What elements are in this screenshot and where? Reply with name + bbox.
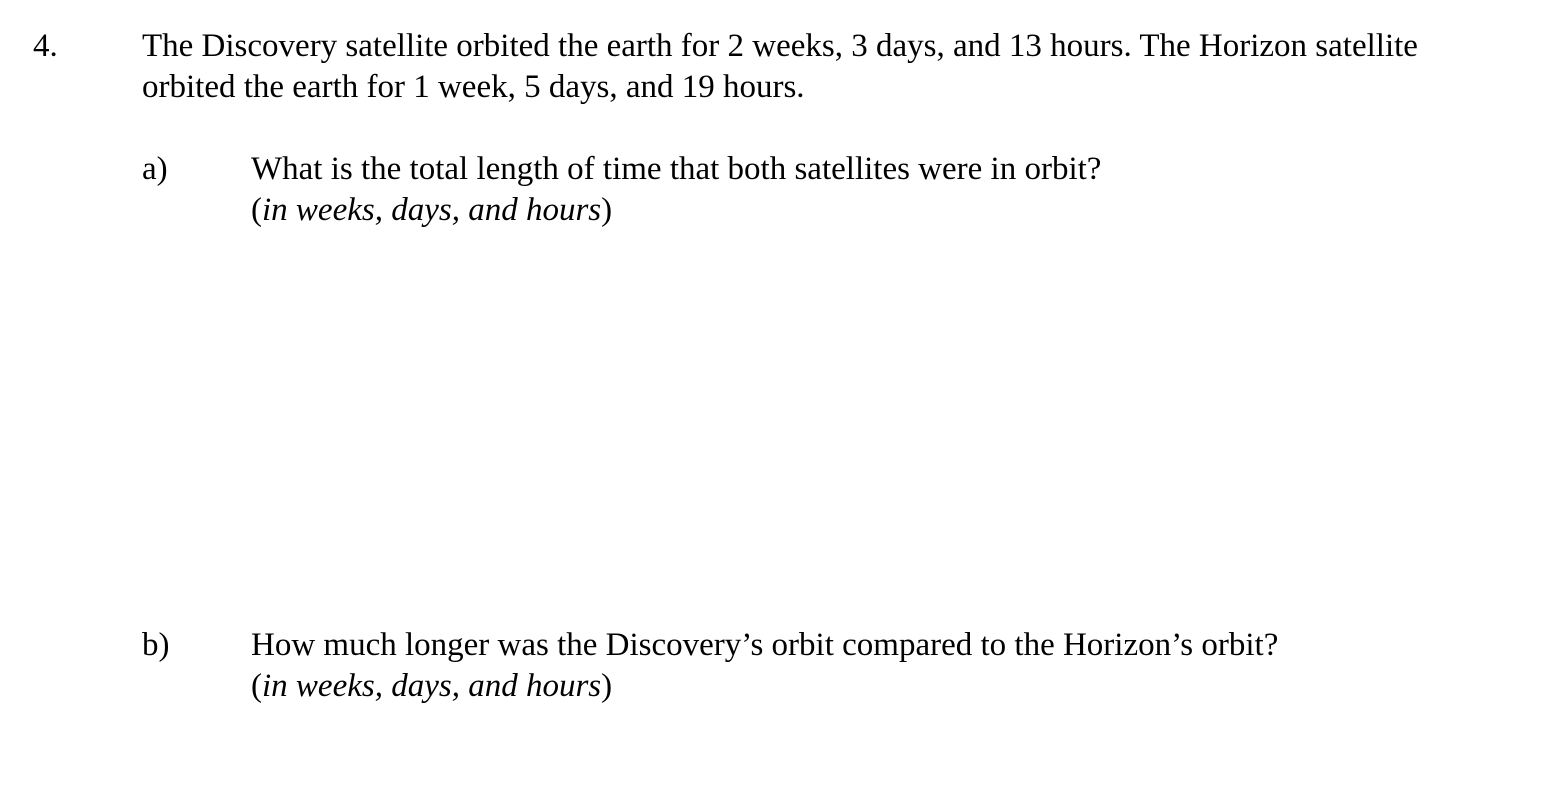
part-a-units-open: ( — [251, 192, 262, 228]
part-a-units-text: in weeks, days, and hours — [262, 192, 602, 228]
part-a-question — [251, 149, 1101, 231]
part-b-units-open: ( — [251, 668, 262, 704]
part-a-label: a) — [142, 151, 168, 187]
part-b-question — [251, 625, 1278, 707]
part-b-units — [251, 666, 1278, 707]
question-stem — [142, 26, 1418, 108]
question-stem-line-1: The Discovery satellite orbited the earth for 2 weeks, 3 days, and 13 hours. The Horizon satellite — [142, 28, 1418, 64]
question-number: 4. — [33, 28, 58, 64]
part-b-units-text: in weeks, days, and hours — [262, 668, 602, 704]
part-a-text: What is the total length of time that both satellites were in orbit? — [251, 151, 1102, 187]
part-b-units-close: ) — [601, 668, 613, 704]
part-a-units — [251, 190, 1101, 231]
part-a-units-close: ) — [601, 192, 613, 228]
question-stem-line-2: orbited the earth for 1 week, 5 days, and 19 hours. — [142, 69, 805, 105]
part-b-text: How much longer was the Discovery’s orbit compared to the Horizon’s orbit? — [251, 627, 1279, 663]
part-b-label: b) — [142, 627, 170, 663]
